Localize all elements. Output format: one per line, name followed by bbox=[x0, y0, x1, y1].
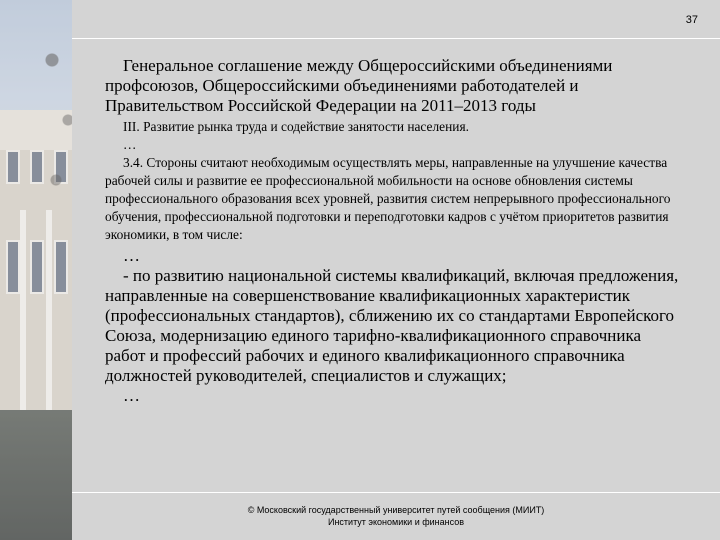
top-rule bbox=[72, 38, 720, 39]
ellipsis: … bbox=[123, 246, 140, 265]
ellipsis: … bbox=[123, 137, 137, 152]
ellipsis: … bbox=[123, 386, 140, 405]
footer-institute: Институт экономики и финансов bbox=[327, 517, 465, 527]
page-number: 37 bbox=[685, 14, 698, 26]
clause-text: 3.4. Стороны считают необходимым осуществлять меры, направленные на улучшение качества рабочей силы и развитие ее профессиональной мобильности на основе обновления системы профессионального образования всех уровней, развития систем непрерывного профессионального обучения, профессиональной подготовки и переподготовки кадров с учётом приоритетов развития экономики, в том числе: bbox=[105, 155, 671, 242]
footer-copyright: © Московский государственный университет путей сообщения (МИИТ) bbox=[247, 505, 545, 515]
building-photo bbox=[0, 0, 72, 540]
agreement-heading: Генеральное соглашение между Общероссийскими объединениями профсоюзов, Общероссийскими объединениями работодателей и Правительством Российской Федерации на 2011–2013 годы bbox=[105, 56, 613, 115]
slide-content bbox=[105, 56, 679, 406]
section-title: III. Развитие рынка труда и содействие занятости населения. bbox=[123, 119, 469, 134]
bullet-text: - по развитию национальной системы квалификаций, включая предложения, направленные на совершенствование квалификационных характеристик (профессиональных стандартов), сближению их со стандартами Европейского Союза, модернизацию единого тарифно-квалификационного справочника работ и профессий рабочих и единого квалификационного справочника должностей руководителей, специалистов и служащих; bbox=[105, 266, 679, 385]
footer bbox=[72, 504, 720, 528]
bottom-rule bbox=[72, 492, 720, 493]
